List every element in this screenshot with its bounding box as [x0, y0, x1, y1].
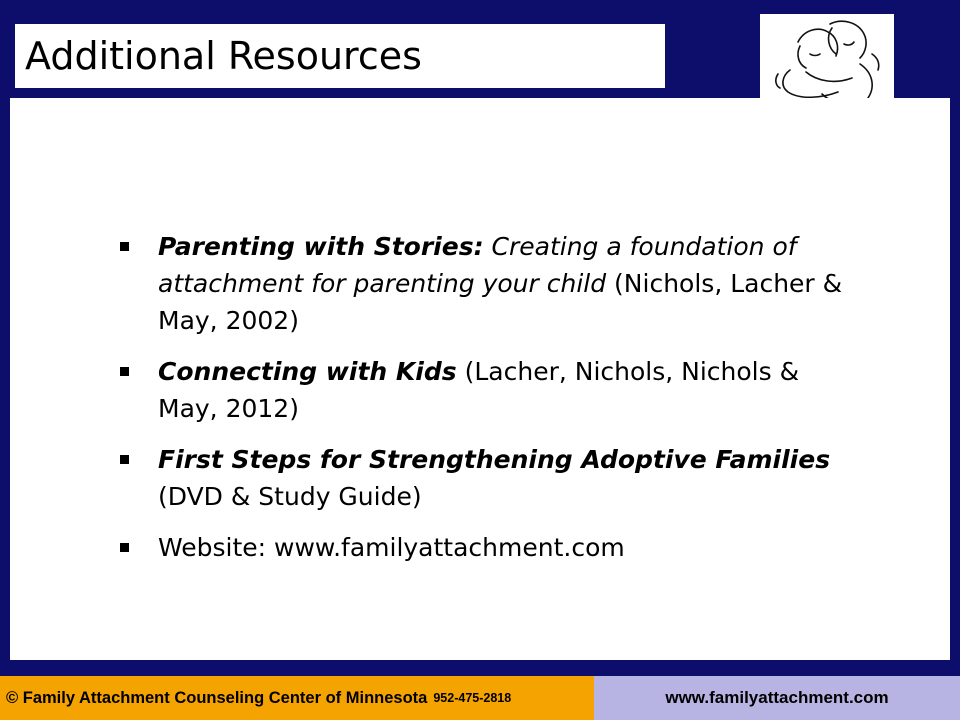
bottom-border [0, 660, 960, 676]
footer-organization-bar [0, 676, 594, 720]
square-bullet-icon [120, 367, 129, 376]
resource-detail: (Lacher, Nichols, Nichols & May, 2012) [158, 357, 800, 423]
footer-phone: 952-475-2818 [433, 691, 512, 705]
list-item [120, 529, 860, 566]
resource-title: Connecting with Kids [158, 357, 457, 386]
footer-organization: © Family Attachment Counseling Center of Minnesota [6, 688, 428, 707]
resource-website: Website: www.familyattachment.com [158, 533, 625, 562]
resource-list [120, 228, 860, 580]
footer-website-bar [594, 676, 960, 720]
resource-detail: (DVD & Study Guide) [158, 482, 422, 511]
left-border [0, 0, 10, 668]
right-border [950, 0, 960, 668]
resource-subtitle: Creating a foundation of attachment for parenting your child [158, 232, 797, 298]
footer-website: www.familyattachment.com [665, 688, 889, 707]
resource-title: First Steps for Strengthening Adoptive Families [158, 445, 831, 474]
square-bullet-icon [120, 543, 129, 552]
resource-title: Parenting with Stories: [158, 232, 484, 261]
title-box [15, 24, 665, 88]
square-bullet-icon [120, 242, 129, 251]
slide-title: Additional Resources [25, 34, 422, 78]
list-item [120, 441, 860, 515]
footer [0, 676, 960, 720]
list-item [120, 353, 860, 427]
list-item [120, 228, 860, 339]
resource-detail: (Nichols, Lacher & May, 2002) [158, 269, 843, 335]
content-area [10, 98, 950, 660]
square-bullet-icon [120, 455, 129, 464]
